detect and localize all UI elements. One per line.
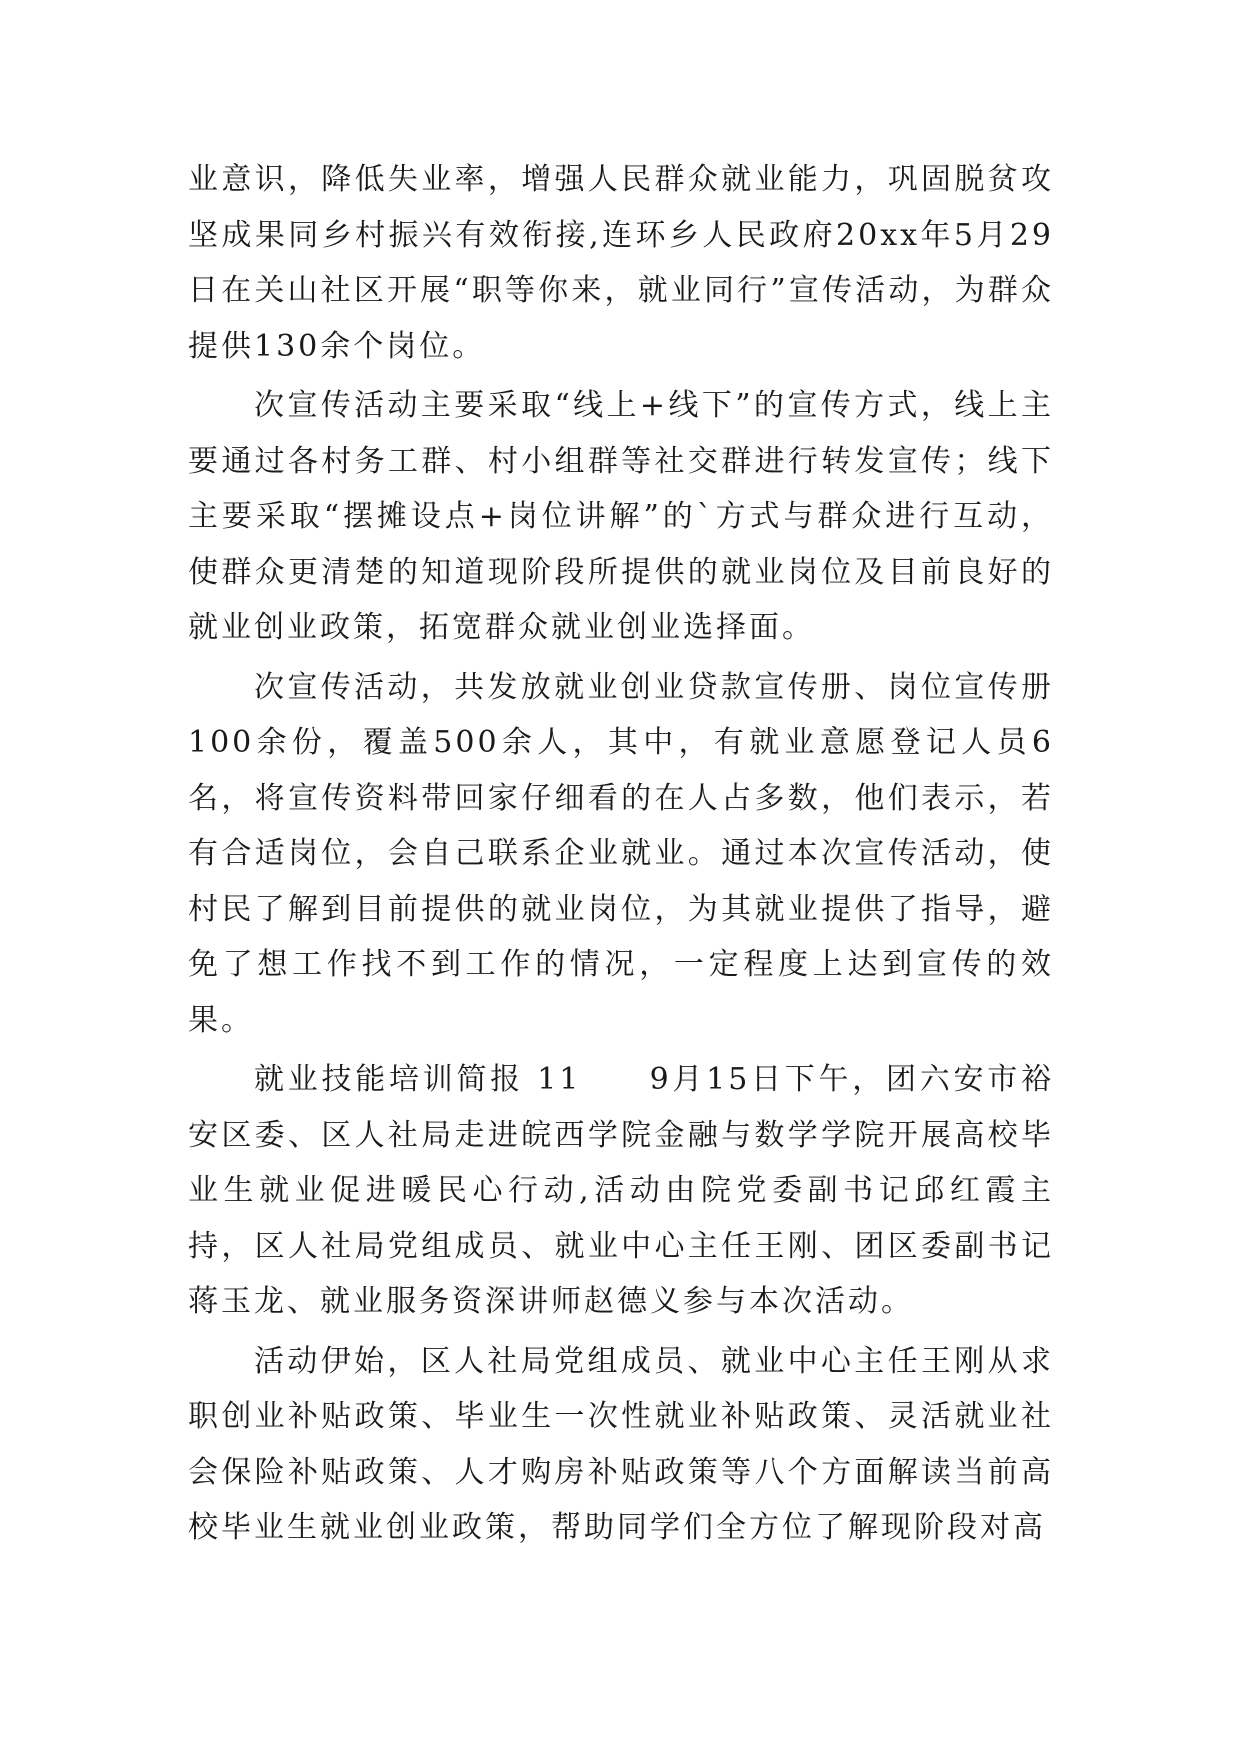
document-body [188, 152, 1054, 1556]
paragraph-5: 活动伊始，区人社局党组成员、就业中心主任王刚从求职创业补贴政策、毕业生一次性就业补贴政策、灵活就业社会保险补贴政策、人才购房补贴政策等八个方面解读当前高校毕业生就业创业政策，帮助同学们全方位了解现阶段对高 [188, 1343, 1054, 1545]
paragraph-1: 业意识，降低失业率，增强人民群众就业能力，巩固脱贫攻坚成果同乡村振兴有效衔接,连环乡人民政府20xx年5月29日在关山社区开展“职等你来，就业同行”宣传活动，为群众提供130余个岗位。 [188, 162, 1054, 364]
paragraph-4: 就业技能培训简报 11 9月15日下午，团六安市裕安区委、区人社局走进皖西学院金融与数学学院开展高校毕业生就业促进暖民心行动,活动由院党委副书记邱红霞主持，区人社局党组成员、就业中心主任王刚、团区委副书记蒋玉龙、就业服务资深讲师赵德义参与本次活动。 [188, 1062, 1054, 1319]
paragraph-3: 次宣传活动，共发放就业创业贷款宣传册、岗位宣传册100余份，覆盖500余人，其中，有就业意愿登记人员6名，将宣传资料带回家仔细看的在人占多数，他们表示，若有合适岗位，会自己联系企业就业。通过本次宣传活动，使村民了解到目前提供的就业岗位，为其就业提供了指导，避免了想工作找不到工作的情况，一定程度上达到宣传的效果。 [188, 669, 1054, 1038]
paragraph-2: 次宣传活动主要采取“线上+线下”的宣传方式，线上主要通过各村务工群、村小组群等社交群进行转发宣传；线下主要采取“摆摊设点+岗位讲解”的`方式与群众进行互动，使群众更清楚的知道现阶段所提供的就业岗位及目前良好的就业创业政策，拓宽群众就业创业选择面。 [188, 388, 1054, 645]
